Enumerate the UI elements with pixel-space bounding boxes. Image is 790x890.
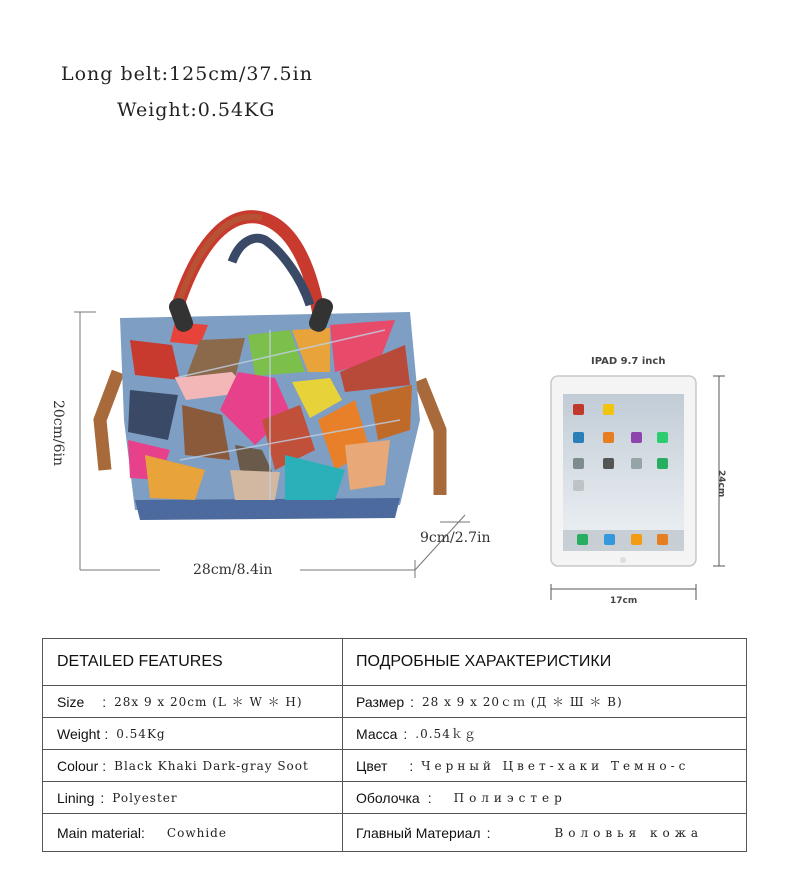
header-en: DETAILED FEATURES [57, 653, 223, 670]
row-sep-en: : [102, 757, 107, 774]
row-label-ru: Размер [356, 693, 405, 710]
row-value-en: Polyester [112, 790, 178, 805]
table-row [43, 718, 746, 750]
row-sep-ru: : [427, 789, 432, 806]
row-value-ru: Воловья кожа [554, 825, 703, 840]
row-sep-ru: : [486, 824, 491, 841]
row-label-ru: Главный Материал [356, 824, 481, 841]
header-ru: ПОДРОБНЫЕ ХАРАКТЕРИСТИКИ [356, 653, 612, 670]
ipad-title: IPAD 9.7 inch [591, 356, 666, 367]
row-sep-en: : [102, 693, 107, 710]
height-dimension-label: 20cm/6in [50, 399, 66, 467]
row-label-ru: Оболочка [356, 789, 420, 806]
row-label-en: Lining [57, 789, 95, 806]
row-sep-en: : [141, 824, 145, 841]
table-row [43, 814, 746, 852]
row-value-ru: .0.54ｋｇ [415, 727, 477, 741]
row-value-en: 28x 9 x 20cm (L ＊ W ＊ H) [114, 695, 303, 709]
table-row [43, 782, 746, 814]
row-label-en: Weight [57, 725, 101, 742]
row-sep-ru: : [409, 757, 414, 774]
row-value-ru: Полиэстер [453, 790, 567, 805]
weight-spec: Weight:0.54KG [117, 99, 276, 121]
row-value-en: Cowhide [166, 825, 227, 840]
detailed-features-table [42, 638, 747, 852]
row-sep-en: : [100, 789, 105, 806]
table-header-row [43, 639, 746, 686]
row-sep-ru: : [410, 693, 415, 710]
row-value-ru: 28 x 9 x 20ｃｍ (Д ＊ Ш ＊ В) [422, 695, 623, 709]
long-belt-spec: Long belt:125cm/37.5in [61, 63, 313, 85]
ipad-width-label: 17cm [610, 596, 638, 606]
ipad-height-label: 24cm [716, 470, 726, 498]
row-sep-en: : [104, 725, 109, 742]
table-row [43, 750, 746, 782]
row-value-ru: Черный Цвет-хаки Темно-с [421, 758, 690, 773]
table-row [43, 686, 746, 718]
row-label-en: Size [57, 693, 85, 710]
width-dimension-label: 28cm/8.4in [193, 562, 273, 578]
row-sep-ru: : [403, 725, 408, 742]
row-value-en: 0.54Kg [116, 726, 166, 741]
row-label-ru: Масса [356, 725, 398, 742]
row-label-ru: Цвет [356, 757, 388, 774]
row-label-en: Main material [57, 824, 142, 841]
ipad-illustration [545, 372, 745, 602]
row-label-en: Colour [57, 757, 99, 774]
depth-dimension-label: 9cm/2.7in [420, 530, 491, 546]
row-value-en: Black Khaki Dark-gray Soot [114, 758, 309, 773]
